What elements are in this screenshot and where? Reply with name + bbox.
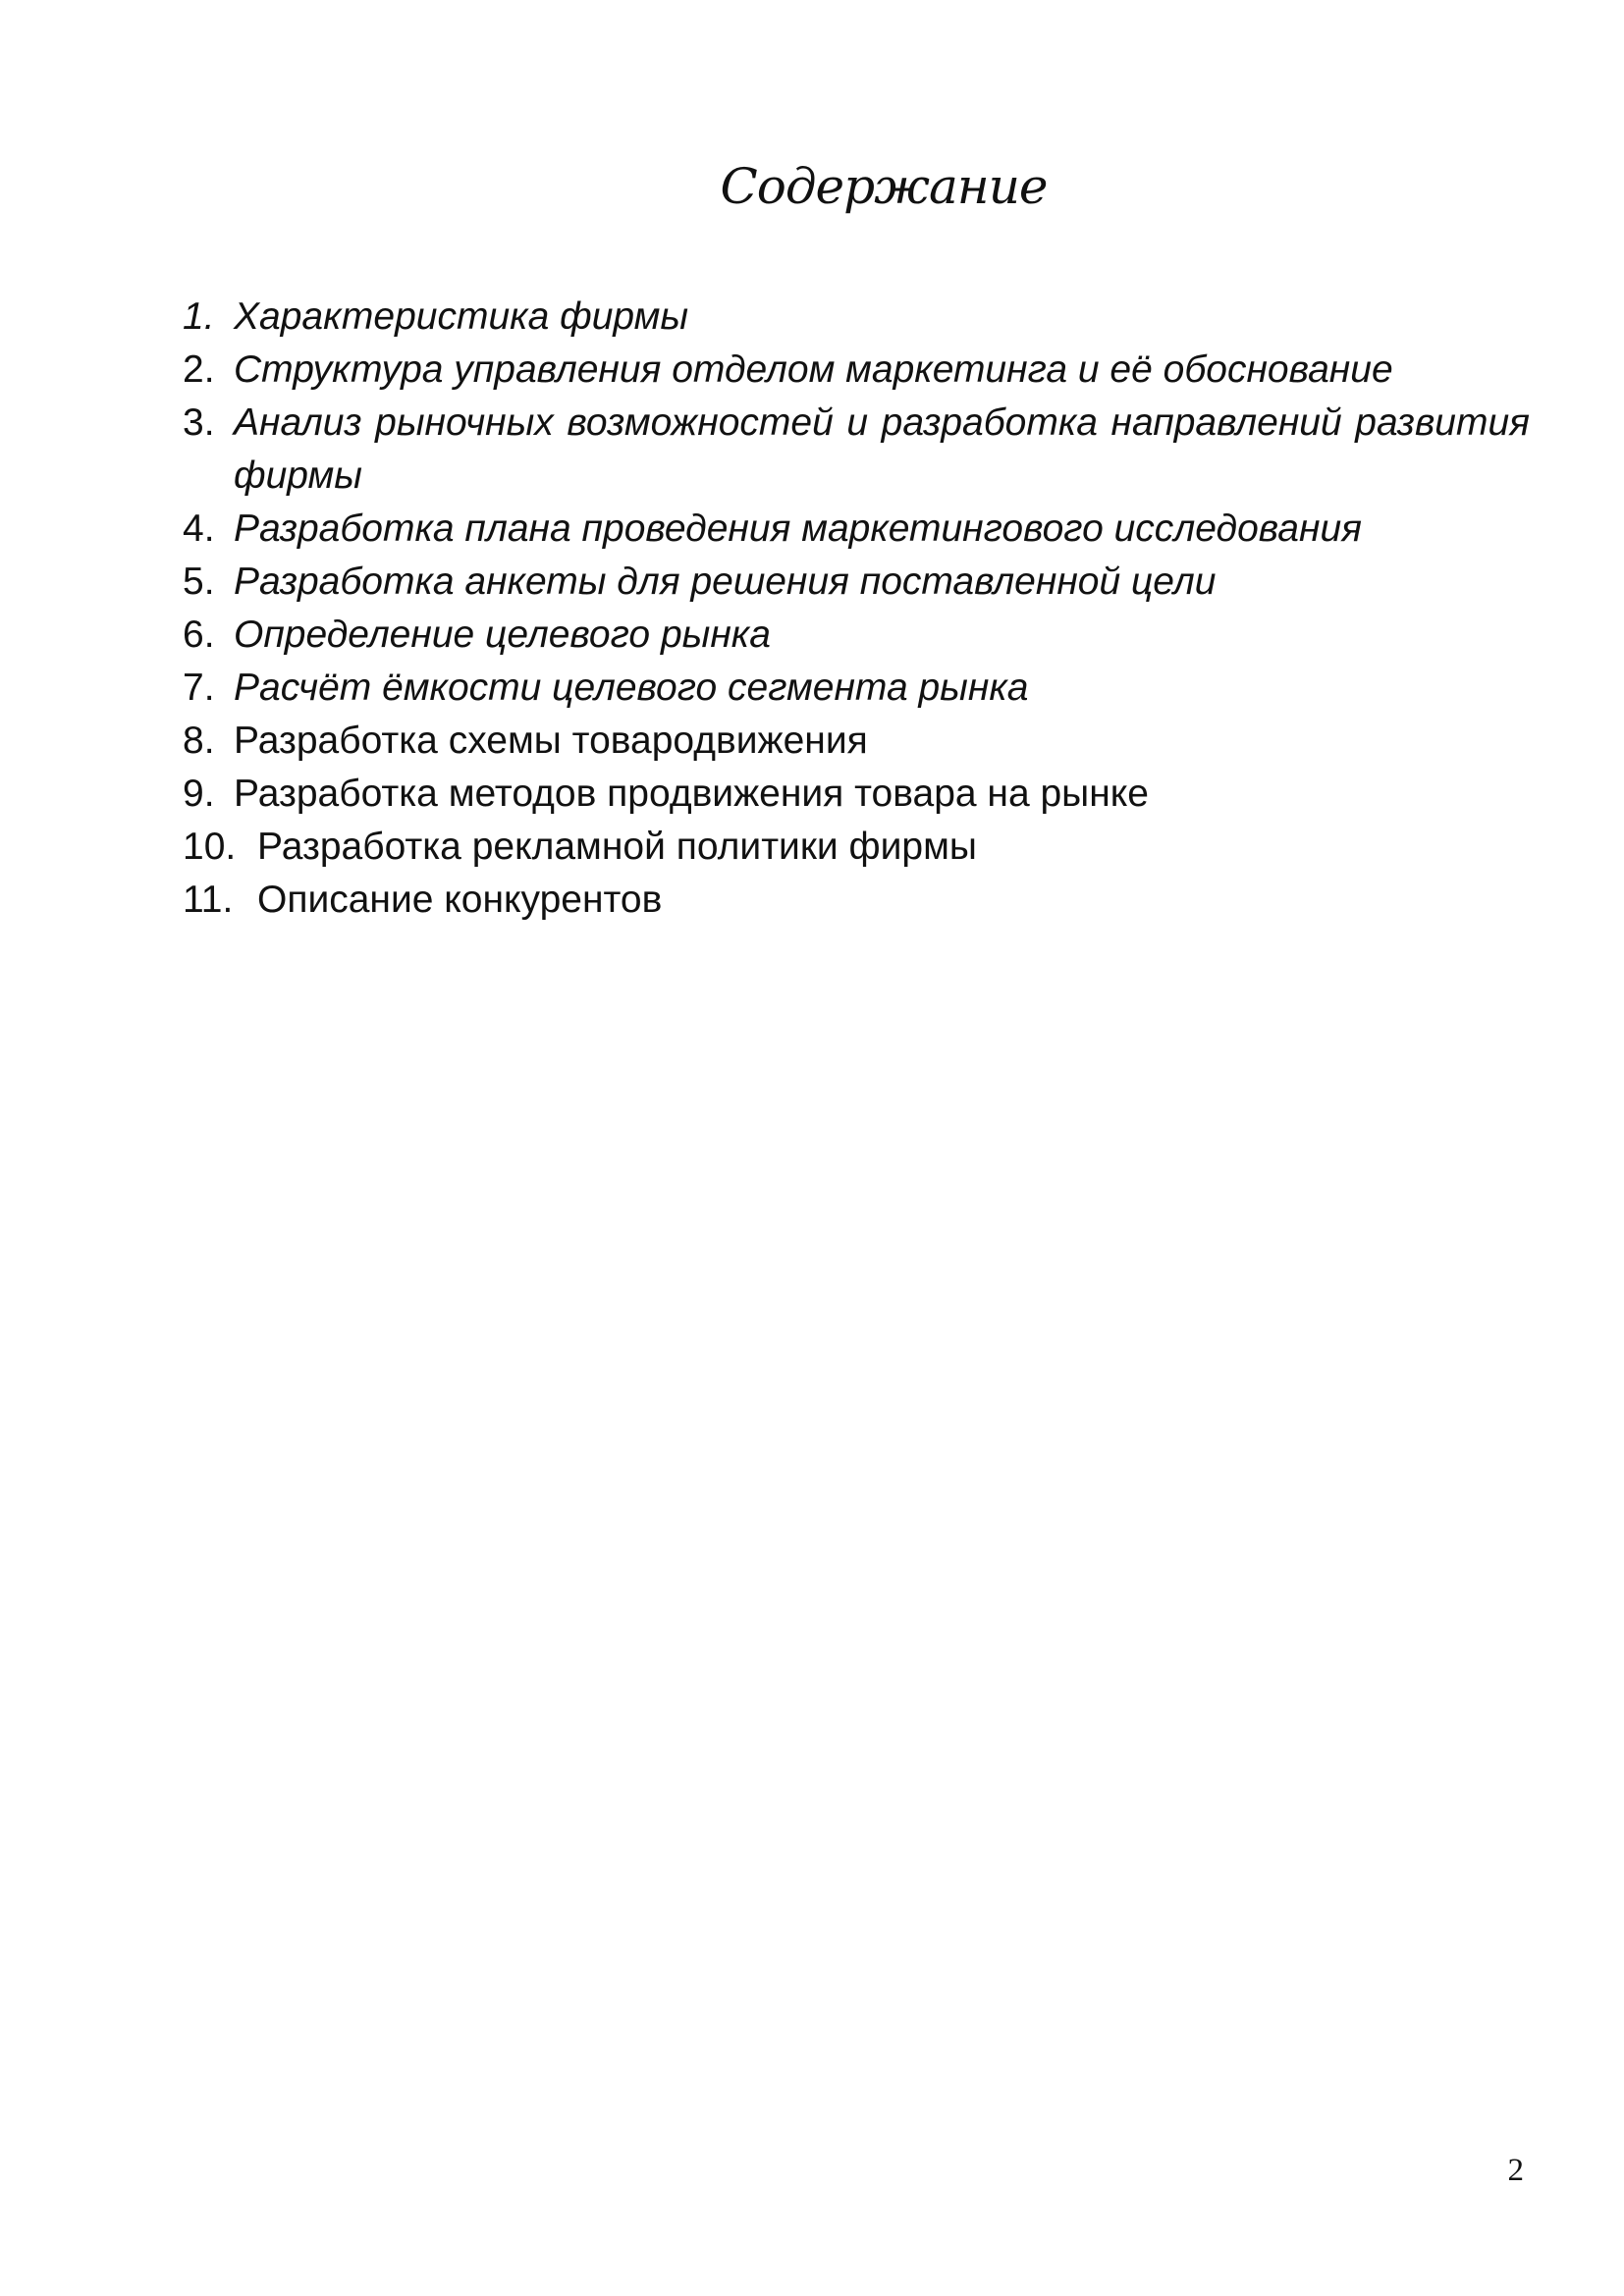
toc-item <box>183 609 1530 662</box>
toc-item-number: 2. <box>183 348 215 391</box>
toc-item-text: Разработка рекламной политики фирмы <box>257 826 977 868</box>
toc-item <box>183 768 1530 821</box>
toc-item-text: Разработка анкеты для решения поставленной цели <box>234 561 1217 603</box>
toc-item-number: 9. <box>183 773 215 815</box>
toc-item <box>183 556 1530 609</box>
toc-item-text: Анализ рыночных возможностей и разработка направлений развития фирмы <box>234 401 1530 497</box>
toc-item <box>183 715 1530 768</box>
toc-item <box>183 397 1530 503</box>
toc-item <box>183 291 1530 344</box>
toc-item-number: 11. <box>183 879 234 921</box>
toc-item <box>183 874 1530 927</box>
toc-item-number: 1. <box>183 295 215 338</box>
toc-item-number: 6. <box>183 614 215 656</box>
toc-item-text: Разработка схемы товародвижения <box>234 720 868 762</box>
toc-item-text: Разработка методов продвижения товара на рынке <box>234 773 1149 815</box>
toc-item-number: 8. <box>183 720 215 762</box>
toc-item-text: Описание конкурентов <box>257 879 663 921</box>
table-of-contents <box>183 291 1530 927</box>
page-title: Содержание <box>720 158 1048 215</box>
toc-item-number: 4. <box>183 507 215 550</box>
toc-item <box>183 503 1530 556</box>
toc-item-number: 7. <box>183 667 215 709</box>
page-number: 2 <box>1507 2153 1524 2188</box>
toc-item-text: Расчёт ёмкости целевого сегмента рынка <box>234 667 1029 709</box>
toc-item-text: Характеристика фирмы <box>234 295 689 338</box>
toc-item-number: 5. <box>183 561 215 603</box>
toc-item-number: 3. <box>183 401 215 444</box>
toc-item-number: 10. <box>183 826 237 868</box>
toc-item <box>183 821 1530 874</box>
toc-item <box>183 662 1530 715</box>
toc-item <box>183 344 1530 397</box>
toc-item-text: Структура управления отделом маркетинга и её обоснование <box>234 348 1393 391</box>
toc-item-text: Определение целевого рынка <box>234 614 771 656</box>
toc-item-text: Разработка плана проведения маркетингового исследования <box>234 507 1362 550</box>
